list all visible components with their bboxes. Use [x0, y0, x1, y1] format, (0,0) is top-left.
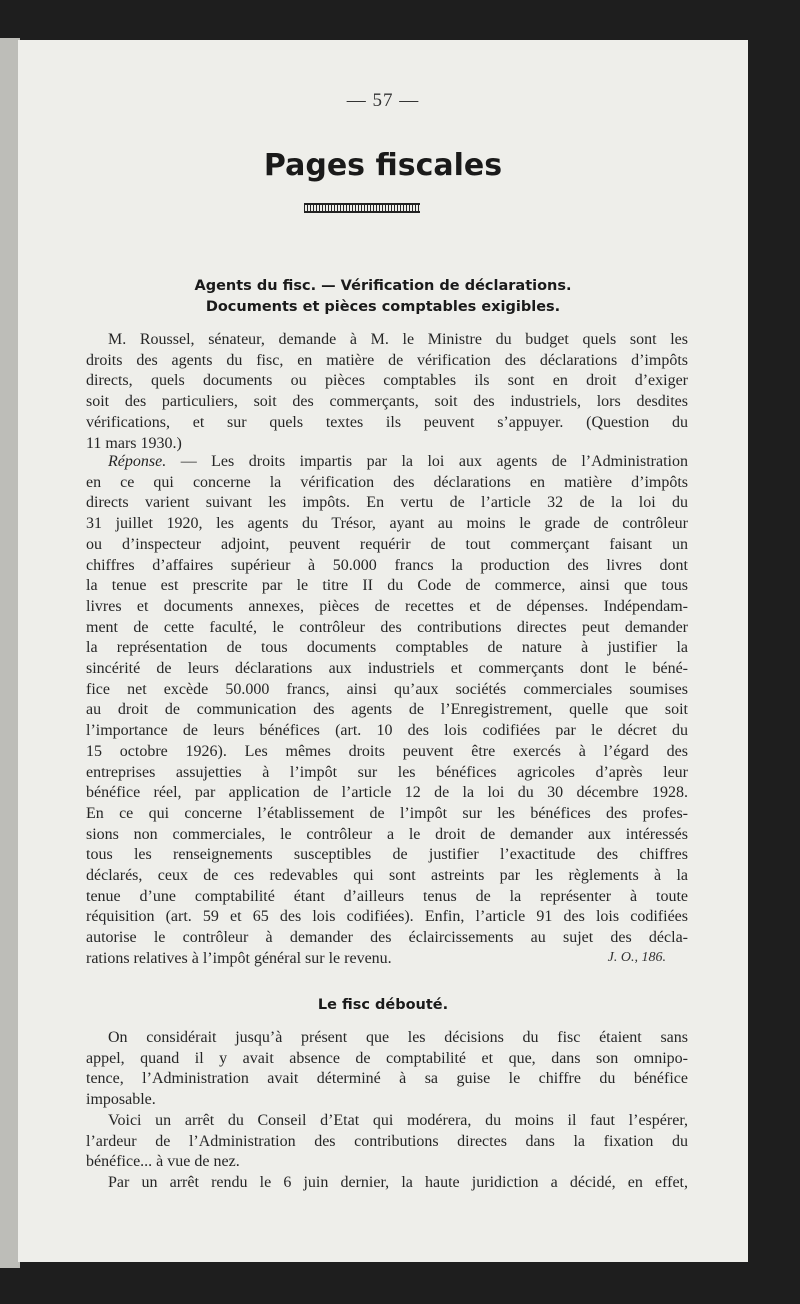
title-ornament-rule — [304, 203, 420, 213]
text-line: Par un arrêt rendu le 6 juin dernier, la haute juridiction a décidé, en effet, — [108, 1173, 688, 1191]
answer-first-line: — Les droits impartis par la loi aux agents de l’Administration — [180, 453, 689, 470]
answer-label: Réponse. — [108, 453, 167, 470]
heading-line: Agents du fisc. — Vérification de déclarations. — [194, 278, 572, 294]
text-line: directs, quels documents ou pièces comptables ils sont en droit d’exiger — [86, 372, 688, 390]
text-line: vérifications, et sur quels textes ils peuvent s’appuyer. (Question du — [86, 413, 688, 431]
text-line: entreprises assujetties à l’impôt sur les bénéfices agricoles d’après leur — [86, 763, 688, 781]
page-number: — 57 — — [346, 90, 420, 111]
text-line: tence, l’Administration avait déterminé à sa guise le chiffre du bénéfice — [86, 1070, 688, 1088]
text-line: l’ardeur de l’Administration des contributions directes dans la fixation du — [86, 1132, 688, 1150]
text-line: sions non commerciales, le contrôleur a le droit de demander aux intéressés — [86, 825, 688, 843]
text-line: droits des agents du fisc, en matière de vérification des déclarations d’impôts — [86, 351, 688, 369]
text-line: tenue d’une comptabilité étant d’ailleurs tenus de la représenter à toute — [86, 887, 688, 905]
source-citation — [86, 950, 666, 966]
citation-text: J. O., 186. — [607, 950, 666, 965]
question-paragraph — [86, 330, 688, 454]
text-line: autorise le contrôleur à demander des éclaircissements au sujet des décla- — [86, 929, 688, 947]
page-title: Pages fiscales — [263, 148, 503, 183]
text-line: soit des particuliers, soit des commerçants, soit des industriels, lors desdites — [86, 393, 688, 411]
text-line: l’importance de leurs bénéfices (art. 10 des lois codifiées par le décret du — [86, 722, 688, 740]
heading-line: Documents et pièces comptables exigibles. — [205, 299, 561, 315]
section2-body — [86, 1028, 688, 1194]
text-line: appel, quand il y avait absence de comptabilité et que, dans son omnipo- — [86, 1049, 688, 1067]
text-line: la représentation de tous documents comptables de nature à justifier la — [86, 639, 688, 657]
text-line: bénéfice réel, par application de l’article 12 de la loi du 30 décembre 1928. — [86, 784, 688, 802]
text-line: rations relatives à l’impôt général sur le revenu. — [86, 949, 392, 967]
text-line: chiffres d’affaires supérieur à 50.000 francs la production des livres dont — [86, 556, 688, 574]
text-line: déclarés, ceux de ces redevables qui sont astreints par les règlements à la — [86, 867, 688, 885]
section-heading-le-fisc-deboute: Le fisc débouté. — [317, 997, 449, 1013]
text-line: directs varient suivant les impôts. En vertu de l’article 32 de la loi du — [86, 494, 688, 512]
facing-page-edge — [0, 38, 20, 1268]
text-line: sincérité de leurs déclarations aux industriels et commerçants dont le béné- — [86, 660, 688, 678]
text-line: On considérait jusqu’à présent que les décisions du fisc étaient sans — [108, 1029, 688, 1046]
text-line: 15 octobre 1926). Les mêmes droits peuvent être exercés à l’égard des — [86, 742, 688, 760]
text-line: En ce qui concerne l’établissement de l’impôt sur les bénéfices des profes- — [86, 804, 688, 822]
document-page — [18, 40, 748, 1262]
text-line: ment de cette faculté, le contrôleur des contributions directes peut demander — [86, 618, 688, 636]
text-line: réquisition (art. 59 et 65 des lois codifiées). Enfin, l’article 91 des lois codifiées — [86, 908, 688, 926]
text-line: 11 mars 1930.) — [86, 434, 182, 452]
text-line: bénéfice... à vue de nez. — [86, 1153, 240, 1171]
text-line: M. Roussel, sénateur, demande à M. le Ministre du budget quels sont les — [108, 331, 688, 348]
text-line: tous les renseignements susceptibles de justifier l’exactitude des chiffres — [86, 846, 688, 864]
text-line: imposable. — [86, 1091, 156, 1109]
text-line: au droit de communication des agents de l’Enregistrement, quelle que soit — [86, 701, 688, 719]
text-line: en ce qui concerne la vérification des déclarations en matière d’impôts — [86, 473, 688, 491]
text-line: la tenue est prescrite par le titre II du Code de commerce, ainsi que tous — [86, 577, 688, 595]
text-line: livres et documents annexes, pièces de recettes et de dépenses. Indépendam- — [86, 597, 688, 615]
section-heading-agents-du-fisc — [18, 276, 748, 318]
text-line — [86, 452, 688, 473]
text-line: fice net excède 50.000 francs, ainsi qu’aux sociétés commerciales soumises — [86, 680, 688, 698]
text-line: 31 juillet 1920, les agents du Trésor, ayant au moins le grade de contrôleur — [86, 515, 688, 533]
text-line: ou d’inspecteur adjoint, peuvent requérir de tout commerçant faisant un — [86, 535, 688, 553]
answer-paragraph — [86, 452, 688, 970]
text-line: Voici un arrêt du Conseil d’Etat qui modérera, du moins il faut l’espérer, — [108, 1111, 688, 1129]
